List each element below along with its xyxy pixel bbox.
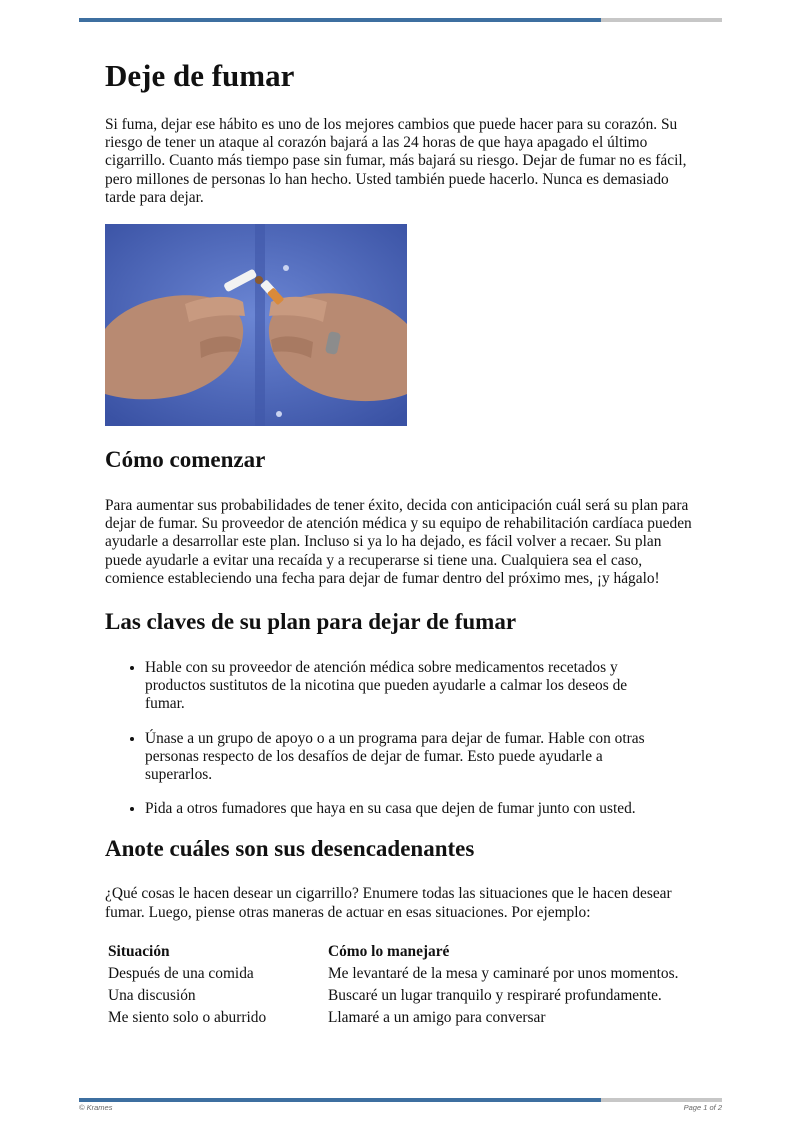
table-cell: Me siento solo o aburrido <box>108 1009 267 1027</box>
triggers-table <box>105 941 691 1030</box>
top-accent-bar <box>79 18 722 22</box>
section-heading-anote: Anote cuáles son sus desencadenantes <box>105 836 475 862</box>
table-header-row <box>105 941 691 963</box>
page-title: Deje de fumar <box>105 58 295 93</box>
table-row <box>105 985 691 1007</box>
list-item: • Únase a un grupo de apoyo o a un programa para dejar de fumar. Hable con otras personas respecto de los desafíos de dejar de fumar. Esto puede ayudarle a superarlos. <box>145 730 700 785</box>
footer-copyright: © Krames <box>79 1103 113 1112</box>
top-accent-bar-grey <box>601 18 722 22</box>
section-heading-comenzar: Cómo comenzar <box>105 447 266 473</box>
table-cell: Una discusión <box>108 987 196 1005</box>
bottom-accent-bar-grey <box>601 1098 722 1102</box>
table-cell: Me levantaré de la mesa y caminaré por unos momentos. <box>328 965 679 983</box>
document-body <box>105 56 700 1030</box>
column-header-situacion: Situación <box>108 942 170 960</box>
list-item: • Hable con su proveedor de atención médica sobre medicamentos recetados y productos sustitutos de la nicotina que pueden ayudarle a calmar los deseos de fumar. <box>145 659 700 714</box>
table-cell: Buscaré un lugar tranquilo y respiraré profundamente. <box>328 987 662 1005</box>
bottom-accent-bar <box>79 1098 722 1102</box>
top-accent-bar-blue <box>79 18 601 22</box>
claves-list <box>105 659 700 818</box>
table-cell: Llamaré a un amigo para conversar <box>328 1009 546 1027</box>
list-item: • Pida a otros fumadores que haya en su casa que dejen de fumar junto con usted. <box>145 800 700 818</box>
page-footer <box>79 1103 722 1115</box>
section-paragraph-comenzar: Para aumentar sus probabilidades de tener éxito, decida con anticipación cuál será su plan para dejar de fumar. Su proveedor de atención médica y su equipo de rehabilitación cardíaca pueden ayudarle a desarrollar este plan. Incluso si ya lo ha dejado, es fácil volver a recaer. Su plan puede ayudarle a evitar una recaída y a recuperarse si tiene una. Cualquiera sea el caso, comience estableciendo una fecha para dejar de fumar dentro del próximo mes, ¡y hágalo! <box>105 497 692 587</box>
hands-breaking-cigarette-image <box>105 224 407 426</box>
section-heading-claves: Las claves de su plan para dejar de fumar <box>105 609 517 635</box>
footer-page-number: Page 1 of 2 <box>683 1103 722 1112</box>
section-paragraph-anote: ¿Qué cosas le hacen desear un cigarrillo? Enumere todas las situaciones que le hacen desear fumar. Luego, piense otras maneras de actuar en esas situaciones. Por ejemplo: <box>105 885 672 921</box>
table-row <box>105 1007 691 1029</box>
intro-paragraph: Si fuma, dejar ese hábito es uno de los mejores cambios que puede hacer para su corazón. Su riesgo de tener un ataque al corazón bajará a las 24 horas de que haya apagado el último cigarrillo. Cuanto más tiempo pase sin fumar, más bajará su riesgo. Dejar de fumar no es fácil, pero millones de personas lo han hecho. Usted también puede hacerlo. Nunca es demasiado tarde para dejar. <box>105 116 687 206</box>
table-cell: Después de una comida <box>108 965 254 983</box>
column-header-manejo: Cómo lo manejaré <box>328 942 450 960</box>
table-row <box>105 963 691 985</box>
bottom-accent-bar-blue <box>79 1098 601 1102</box>
